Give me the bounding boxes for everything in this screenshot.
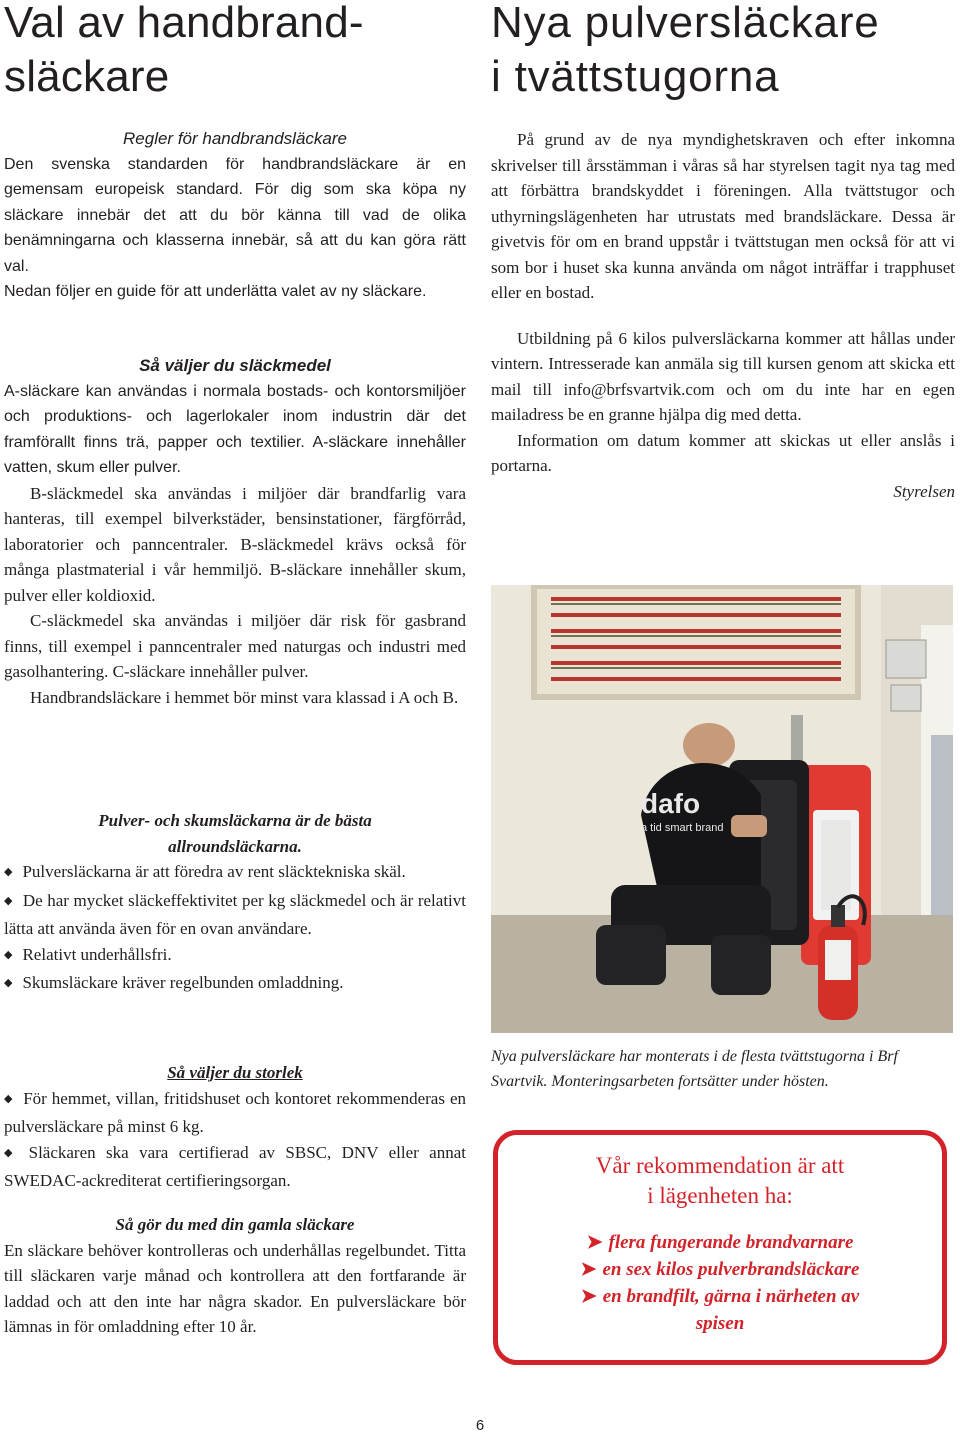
list-item: ➤ en brandfilt, gärna i närheten av spisen [580,1286,860,1334]
diamond-bullet-icon: ◆ [4,977,13,989]
powder-heading: Pulver- och skumsläckarna är de bästa allroundsläckarna. [98,811,372,856]
rules-text-2: Nedan följer en guide för att underlätta valet av ny släckare. [4,283,427,300]
old-heading: Så gör du med din gamla släckare [115,1215,355,1234]
recommendation-list [498,1229,942,1337]
diamond-bullet-icon: ◆ [4,1092,14,1105]
list-item: ◆ Släckaren ska vara certifierad av SBSC, DNV eller annat SWEDAC-ackrediterat certifieringsorgan. [4,1142,466,1190]
list-item: ◆ Relativt underhållsfri. [4,944,172,964]
choose-paragraph-d: Handbrandsläckare i hemmet bör minst vara klassad i A och B. [30,687,459,707]
left-title-line2: släckare [4,52,170,101]
rules-text: Den svenska standarden för handbrandsläckare är en gemensam europeisk standard. För dig som ska köpa ny släckare innebär det att du bör känna till vad de olika benämningarna och klasserna innebär, så att du kan göra rätt val. [4,155,466,275]
powder-section [4,808,466,999]
list-item: ◆ De har mycket släckeffektivitet per kg släckmedel och är relativt lätta att använda även för en ovan användare. [4,890,466,938]
list-item: ◆ Pulversläckarna är att föredra av rent släcktekniska skäl. [4,862,406,881]
shirt-logo-subtext: a tid smart brand [641,822,724,834]
arrow-icon: ➤ [586,1232,603,1253]
rules-section [4,126,466,305]
choose-paragraph-c: C-släckmedel ska användas i miljöer där risk för gasbrand finns, till exempel i panncentraler med naturgas och industri med gasolhantering. C-släckare innehåller pulver. [4,611,466,681]
arrow-icon: ➤ [580,1286,597,1307]
news-paragraph-3: Information om datum kommer att skickas ut eller anslås i portarna. [491,430,955,475]
choose-paragraph-b: B-släckmedel ska användas i miljöer där brandfarlig vara hanteras, till exempel bilverkstäder, bensinstationer, färgförråd, laboratorier och panncentraler. B-släckmedel krävs också för många plastmaterial i vår hemmiljö. B-släckare innehåller skum, pulver eller koldioxid. [4,483,466,605]
choose-paragraph-a: A-släckare kan användas i normala bostads- och kontorsmiljöer och produktions- och lagerlokaler inom industrin där det framförallt finns trä, papper och textilier. A-släckare innehåller vatten, skum eller pulver. [4,382,466,476]
list-item: ➤ en sex kilos pulverbrandsläckare [580,1259,860,1280]
photo-caption: Nya pulversläckare har monterats i de flesta tvättstugorna i Brf Svartvik. Monteringsarbeten fortsätter under hösten. [491,1048,898,1090]
right-title [491,0,960,104]
left-title-line1: Val av handbrand- [4,0,364,47]
news-paragraph-1: På grund av de nya myndighetskraven och efter inkomna skrivelser till årsstämman i våras så har styrelsen tagit nya tag med att förbättra brandskyddet i föreningen. Alla tvättstugor och uthyrningslägenheten har utrustats med brandsläckare. Dessa är givetvis för om en brand uppstår i tvättstugan men också för att vi som bor i huset ska kunna använda om något inträffar i trapphuset eller en bostad. [491,130,955,302]
size-section [4,1060,466,1194]
right-title-line2: i tvättstugorna [491,52,780,101]
shirt-logo-text: dafo [641,788,701,819]
diamond-bullet-icon: ◆ [4,894,13,907]
diamond-bullet-icon: ◆ [4,948,13,961]
recommendation-title: Vår rekommendation är att i lägenheten ha: [595,1153,845,1208]
photo-illustration [491,585,953,1033]
news-body [491,127,955,504]
list-item: ◆ För hemmet, villan, fritidshuset och kontoret rekommenderas en pulversläckare på minst 6 kg. [4,1088,466,1136]
news-paragraph-2: Utbildning på 6 kilos pulversläckarna kommer att hållas under vintern. Intresserade kan anmäla sig till kursen genom att skicka ett mail till info@brfsvartvik.com och om du inte har en egen mailadress be en granne hjälpa dig med detta. [491,328,955,424]
old-extinguisher-section [4,1212,466,1340]
signature: Styrelsen [893,481,955,501]
left-title [4,0,474,104]
size-bullet-list [4,1086,466,1194]
page-number: 6 [475,1417,485,1434]
diamond-bullet-icon: ◆ [4,1146,19,1159]
choose-heading: Så väljer du släckmedel [139,356,331,375]
old-text: En släckare behöver kontrolleras och underhållas regelbundet. Titta till släckaren varje månad och kontrollera att den fortfarande är laddad och att den inte har några skador. En pulversläckare bör lämnas in för omladdning efter 10 år. [4,1240,466,1336]
list-item: ➤ flera fungerande brandvarnare [586,1232,854,1253]
installation-photo [491,585,953,1033]
choose-agent-section [4,353,466,710]
rules-heading: Regler för handbrandsläckare [123,129,347,148]
powder-bullet-list [4,859,466,999]
size-heading: Så väljer du storlek [167,1063,303,1082]
right-title-line1: Nya pulversläckare [491,0,880,47]
recommendation-box [493,1130,947,1365]
list-item: ◆ Skumsläckare kräver regelbunden omladdning. [4,973,344,992]
diamond-bullet-icon: ◆ [4,866,13,878]
arrow-icon: ➤ [580,1259,597,1280]
